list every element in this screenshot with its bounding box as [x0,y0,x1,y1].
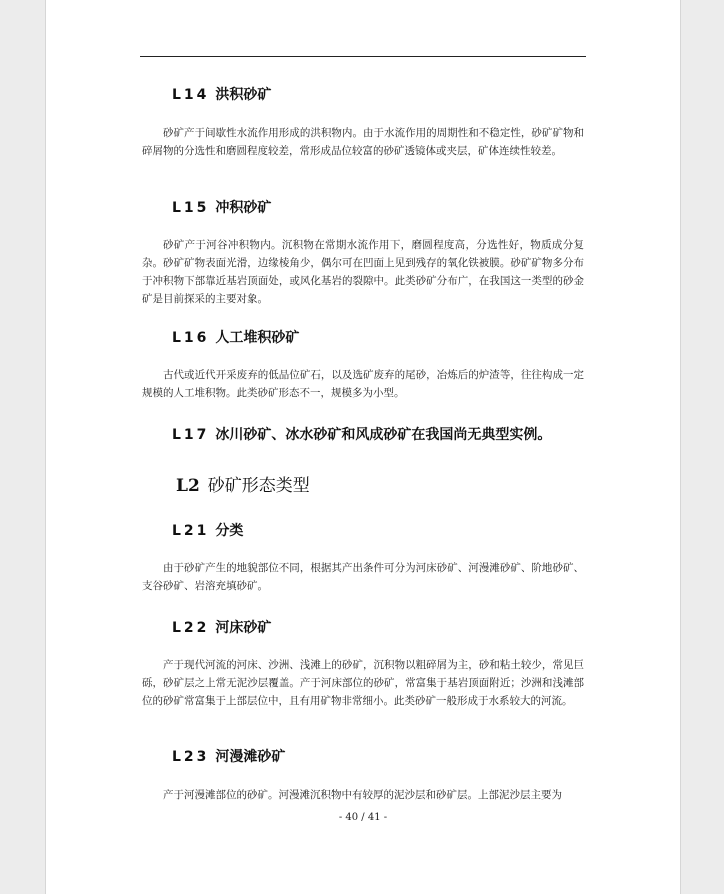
paragraph-l16: 古代或近代开采废弃的低品位矿石，以及选矿废弃的尾砂，冶炼后的炉渣等，往往构成一定规模的人工堆积物。此类砂矿形态不一，规模多为小型。 [142,369,584,399]
paragraph-l14: 砂矿产于间歇性水流作用形成的洪积物内。由于水流作用的周期性和不稳定性，砂矿矿物和碎屑物的分选性和磨圆程度较差，常形成品位较富的砂矿透镜体或夹层，矿体连续性较差。 [142,127,584,157]
section-heading-l16: L16 人工堆积砂矿 [172,330,300,346]
header-rule [140,56,586,57]
section-heading-l14: L14 洪积砂矿 [172,87,272,103]
paragraph-l15: 砂矿产于河谷冲积物内。沉积物在常期水流作用下，磨圆程度高，分选性好，物质成分复杂。砂矿矿物表面光滑，边缘棱角少，偶尔可在凹面上见到残存的氧化铁被膜。砂矿矿物多分布于冲积物下部靠近基岩顶面处，或风化基岩的裂隙中。此类砂矿分布广，在我国这一类型的砂金矿是目前探采的主要对象。 [142,239,584,305]
paragraph-l21: 由于砂矿产生的地貌部位不同，根据其产出条件可分为河床砂矿、河漫滩砂矿、阶地砂矿、支谷砂矿、岩溶充填砂矿。 [142,562,584,592]
document-page [45,0,681,894]
section-heading-l15: L15 冲积砂矿 [172,200,272,216]
section-heading-l17: L17 冰川砂矿、冰水砂矿和风成砂矿在我国尚无典型实例。 [172,427,552,443]
chapter-heading-l2: L2 砂矿形态类型 [176,476,310,496]
section-heading-l21: L21 分类 [172,523,244,539]
paragraph-l23: 产于河漫滩部位的砂矿。河漫滩沉积物中有较厚的泥沙层和砂矿层。上部泥沙层主要为 [163,789,562,801]
paragraph-l22: 产于现代河流的河床、沙洲、浅滩上的砂矿，沉积物以粗碎屑为主，砂和粘土较少，常见巨砾，砂矿层之上常无泥沙层覆盖。产于河床部位的砂矿，常富集于基岩顶面附近；沙洲和浅滩部位的砂矿常富集于上部层位中，且有用矿物非常细小。此类砂矿一般形成于水系较大的河流。 [142,659,584,707]
section-heading-l23: L23 河漫滩砂矿 [172,749,286,765]
section-heading-l22: L22 河床砂矿 [172,620,272,636]
page-number: - 40 / 41 - [338,812,388,823]
